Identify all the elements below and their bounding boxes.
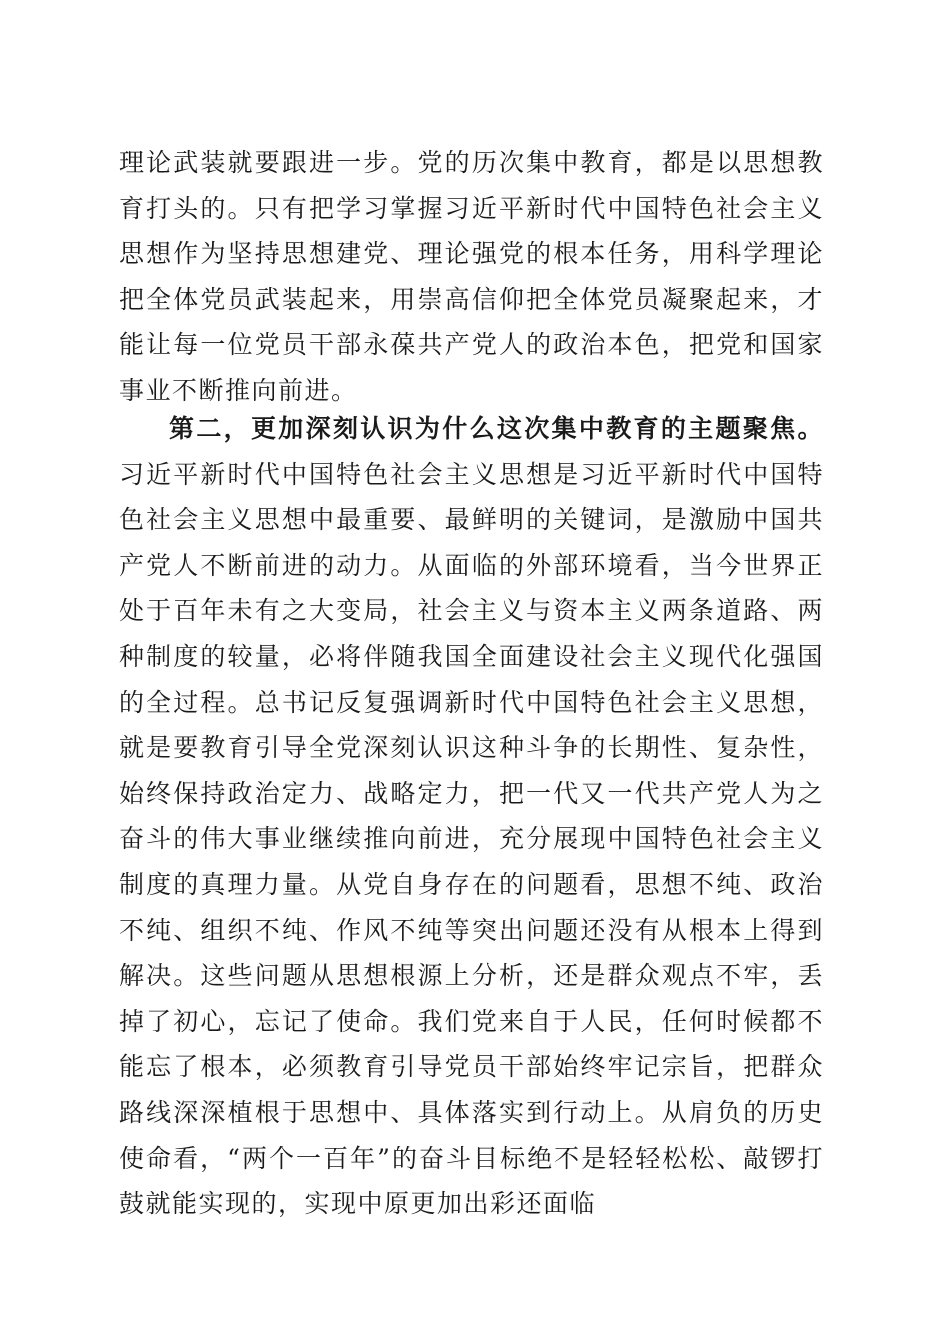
paragraph-2-body: 习近平新时代中国特色社会主义思想是习近平新时代中国特色社会主义思想中最重要、最鲜明的关键词，是激励中国共产党人不断前进的动力。从面临的外部环境看，当今世界正处于百年未有之大变局，社会主义与资本主义两条道路、两种制度的较量，必将伴随我国全面建设社会主义现代化强国的全过程。总书记反复强调新时代中国特色社会主义思想，就是要教育引导全党深刻认识这种斗争的长期性、复杂性，始终保持政治定力、战略定力，把一代又一代共产党人为之奋斗的伟大事业继续推向前进，充分展现中国特色社会主义制度的真理力量。从党自身存在的问题看，思想不纯、政治不纯、组织不纯、作风不纯等突出问题还没有从根本上得到解决。这些问题从思想根源上分析，还是群众观点不牢，丢掉了初心，忘记了使命。我们党来自于人民，任何时候都不能忘了根本，必须教育引导党员干部始终牢记宗旨，把群众路线深深植根于思想中、具体落实到行动上。从肩负的历史使命看，“两个一百年”的奋斗目标绝不是轻轻松松、敲锣打鼓就能实现的，实现中原更加出彩还面临 bbox=[119, 459, 824, 1219]
paragraph-1: 理论武装就要跟进一步。党的历次集中教育，都是以思想教育打头的。只有把学习掌握习近平新时代中国特色社会主义思想作为坚持思想建党、理论强党的根本任务，用科学理论把全体党员武装起来，用崇高信仰把全体党员凝聚起来，才能让每一位党员干部永葆共产党人的政治本色，把党和国家事业不断推向前进。 bbox=[119, 148, 824, 405]
paragraph-2 bbox=[119, 406, 824, 1227]
paragraph-2-heading: 第二，更加深刻认识为什么这次集中教育的主题聚焦。 bbox=[169, 414, 824, 443]
